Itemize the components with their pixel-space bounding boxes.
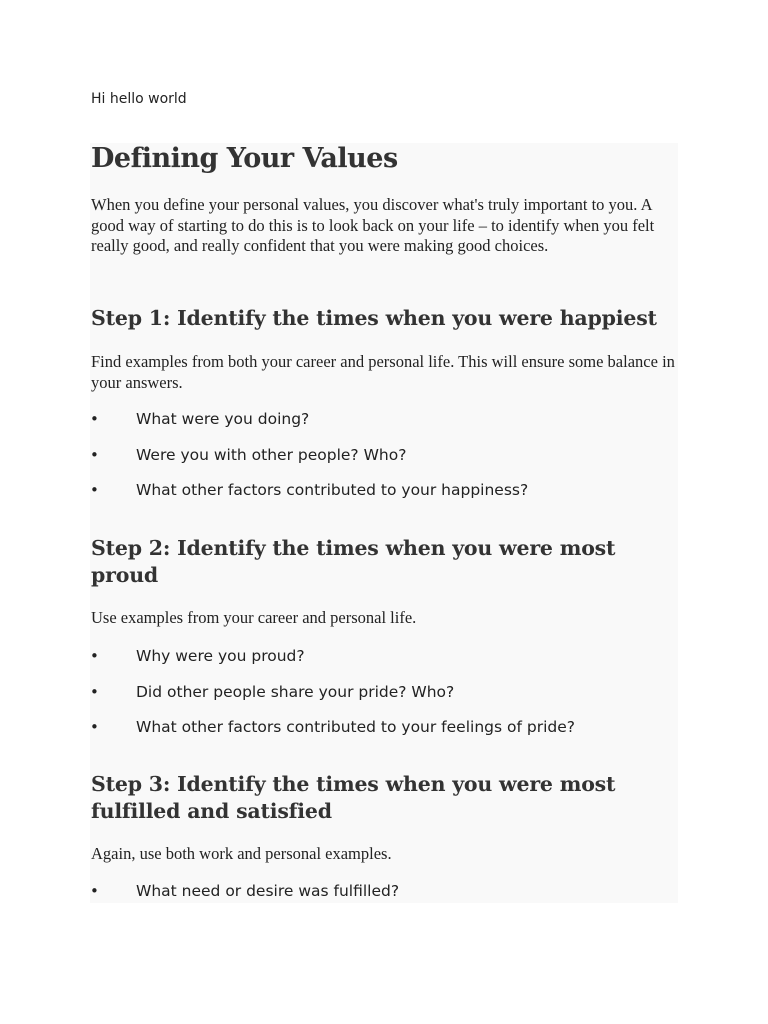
list-item — [90, 682, 678, 718]
step-2-heading: Step 2: Identify the times when you were most proud — [91, 536, 616, 587]
list-item — [90, 646, 678, 682]
step-3-heading: Step 3: Identify the times when you were most fulfilled and satisfied — [91, 772, 616, 823]
step-1-bullet-list — [90, 409, 678, 516]
list-item — [90, 445, 678, 481]
bullet-text: What other factors contributed to your feelings of pride? — [136, 718, 575, 736]
bullet-text: Were you with other people? Who? — [136, 445, 407, 464]
bullet-text: What other factors contributed to your happiness? — [136, 481, 529, 499]
bullet-text: What were you doing? — [136, 410, 310, 428]
step-1-heading: Step 1: Identify the times when you were happiest — [91, 306, 657, 330]
bullet-icon: • — [90, 647, 99, 665]
bullet-icon: • — [90, 718, 99, 736]
bullet-icon: • — [90, 682, 99, 701]
list-item — [90, 717, 678, 753]
bullet-text: Did other people share your pride? Who? — [136, 682, 455, 701]
step-3-bullet-list — [90, 881, 678, 903]
step-1-paragraph: Find examples from both your career and personal life. This will ensure some balance in your answers. — [91, 352, 675, 392]
list-item — [90, 480, 678, 516]
list-item — [90, 881, 678, 903]
intro-text: Hi hello world — [91, 91, 187, 107]
bullet-text: Why were you proud? — [136, 647, 305, 665]
bullet-text: What need or desire was fulfilled? — [136, 882, 400, 900]
step-3-paragraph: Again, use both work and personal examples. — [91, 844, 392, 863]
article-title: Defining Your Values — [91, 143, 398, 174]
step-2-paragraph: Use examples from your career and personal life. — [91, 608, 417, 627]
bullet-icon: • — [90, 481, 99, 499]
bullet-icon: • — [90, 410, 99, 428]
bullet-icon: • — [90, 445, 99, 464]
article-content — [90, 143, 678, 903]
intro-paragraph: When you define your personal values, you discover what's truly important to you. A good way of starting to do this is to look back on your life – to identify when you felt really good, and really confident that you were making good choices. — [91, 195, 655, 255]
list-item — [90, 409, 678, 445]
bullet-icon: • — [90, 882, 99, 900]
step-2-bullet-list — [90, 646, 678, 753]
